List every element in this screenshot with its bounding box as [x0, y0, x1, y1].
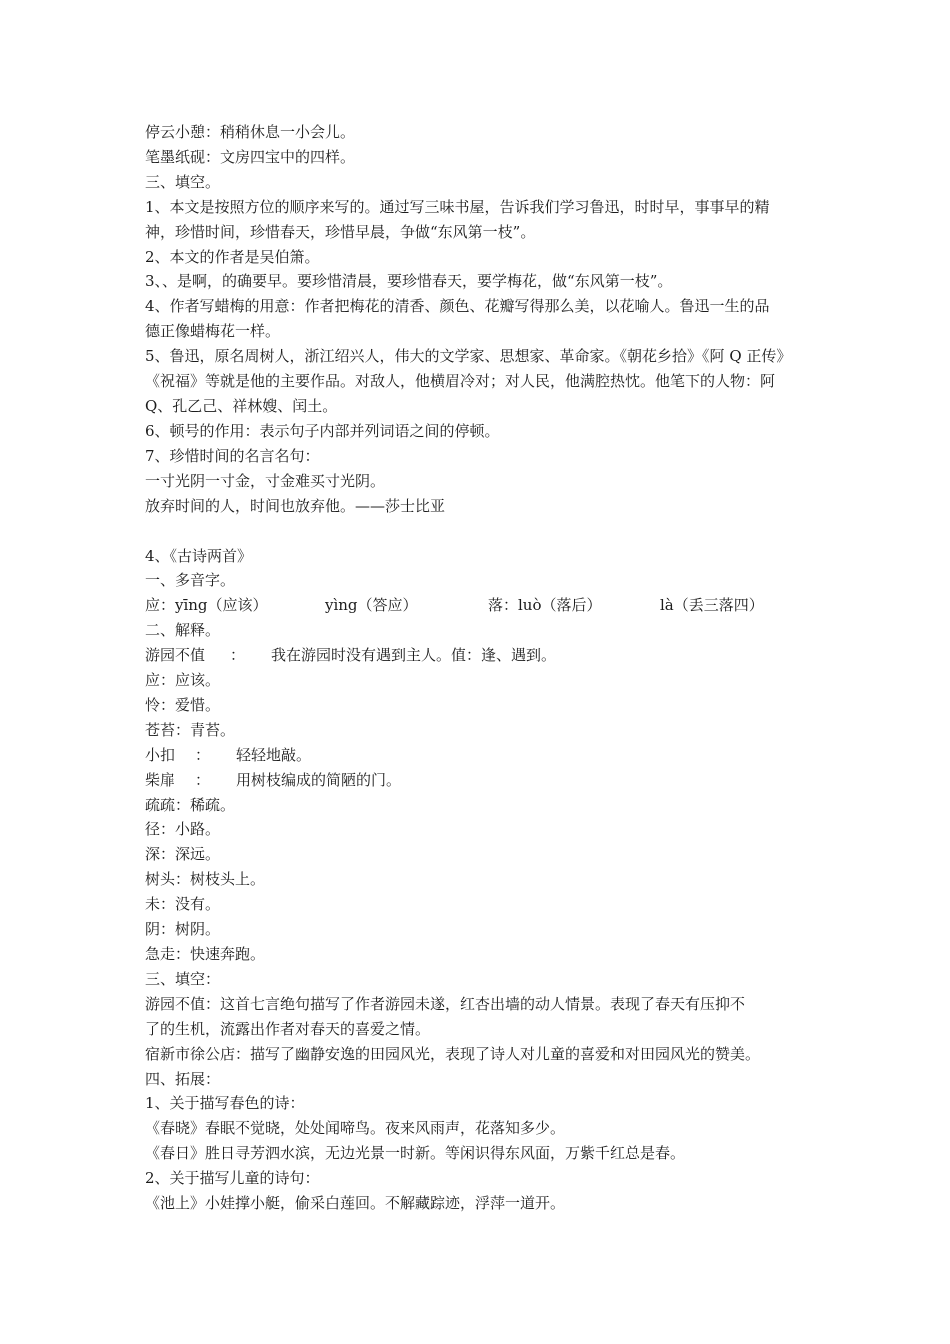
text-line: 停云小憩：稍稍休息一小会儿。 [145, 123, 356, 141]
polyphone-item: 应：yīng（应该） [145, 596, 268, 615]
text-line: 了的生机，流露出作者对春天的喜爱之情。 [145, 1019, 431, 1038]
definition-text: 轻轻地敲。 [236, 745, 312, 764]
polyphone-item: là（丢三落四） [660, 596, 764, 615]
text-line: 3、、是啊，的确要早。要珍惜清晨，要珍惜春天，要学梅花，做“东风第一枝”。 [145, 272, 673, 291]
definition-line [145, 768, 825, 793]
polyphone-row [145, 593, 825, 618]
section-heading: 四、拓展： [145, 1069, 221, 1088]
definition-line: 径：小路。 [145, 820, 221, 839]
text-line: 德正像蜡梅花一样。 [145, 322, 281, 341]
definition-line: 未：没有。 [145, 895, 221, 914]
lesson-title: 4、《古诗两首》 [145, 546, 253, 565]
definition-line: 苍苔：青苔。 [145, 720, 236, 739]
text-line: 《祝福》等就是他的主要作品。对敌人，他横眉冷对；对人民，他满腔热忱。他笔下的人物：阿 [145, 372, 776, 391]
polyphone-item: 落：luò（落后） [488, 596, 602, 615]
definition-line [145, 643, 825, 668]
definition-line: 阴：树阴。 [145, 920, 221, 939]
text-line: 2、本文的作者是吴伯箫。 [145, 247, 320, 266]
definition-line: 应：应该。 [145, 671, 221, 690]
text-line: 游园不值：这首七言绝句描写了作者游园未遂，红杏出墙的动人情景。表现了春天有压抑不 [145, 994, 746, 1013]
poem-line: 《池上》小娃撑小艇，偷采白莲回。不解藏踪迹，浮萍一道开。 [145, 1194, 566, 1213]
section-heading: 三、填空。 [145, 172, 221, 191]
blank-line [145, 519, 825, 544]
text-line: 6、顿号的作用：表示句子内部并列词语之间的停顿。 [145, 421, 500, 440]
definition-line: 深：深远。 [145, 845, 221, 864]
definition-line: 疏疏：稀疏。 [145, 795, 236, 814]
definition-text: 我在游园时没有遇到主人。值：逢、遇到。 [271, 646, 557, 665]
text-line: 1、本文是按照方位的顺序来写的。通过写三味书屋，告诉我们学习鲁迅，时时早，事事早的精 [145, 197, 770, 216]
text-line: Q、孔乙己、祥林嫂、闰土。 [145, 396, 338, 415]
definition-term: 柴扉 [145, 770, 176, 789]
polyphone-item: yìng（答应） [325, 596, 418, 615]
section-heading: 三、填空： [145, 969, 221, 988]
document-body [145, 120, 825, 1216]
definition-text: 用树枝编成的简陋的门。 [236, 770, 402, 789]
definition-line: 怜：爱惜。 [145, 695, 221, 714]
quote-line: 放弃时间的人，时间也放弃他。——莎士比亚 [145, 496, 446, 515]
definition-colon: ： [230, 646, 246, 665]
definition-line: 树头：树枝头上。 [145, 870, 266, 889]
text-line: 宿新市徐公店：描写了幽静安逸的田园风光，表现了诗人对儿童的喜爱和对田园风光的赞美。 [145, 1044, 761, 1063]
text-line: 5、鲁迅，原名周树人，浙江绍兴人，伟大的文学家、思想家、革命家。《朝花乡拾》《阿 Q 正传》 [145, 347, 792, 366]
text-line: 神，珍惜时间，珍惜春天，珍惜早晨，争做“东风第一枝”。 [145, 222, 536, 241]
definition-term: 小扣 [145, 745, 176, 764]
quote-line: 一寸光阴一寸金，寸金难买寸光阴。 [145, 471, 386, 490]
definition-line [145, 743, 825, 768]
definition-line: 急走：快速奔跑。 [145, 945, 266, 963]
section-heading: 一、多音字。 [145, 571, 236, 590]
text-line: 7、珍惜时间的名言名句： [145, 446, 320, 465]
text-line: 4、作者写蜡梅的用意：作者把梅花的清香、颜色、花瓣写得那么美，以花喻人。鲁迅一生的品 [145, 297, 770, 316]
section-heading: 二、解释。 [145, 621, 221, 640]
poem-line: 《春晓》春眠不觉晓，处处闻啼鸟。夜来风雨声，花落知多少。 [145, 1119, 566, 1138]
text-line: 1、关于描写春色的诗： [145, 1094, 305, 1113]
definition-term: 游园不值 [145, 646, 206, 665]
text-line: 2、关于描写儿童的诗句： [145, 1169, 320, 1188]
poem-line: 《春日》胜日寻芳泗水滨，无边光景一时新。等闲识得东风面，万紫千红总是春。 [145, 1144, 686, 1163]
definition-colon: ： [195, 770, 211, 789]
definition-colon: ： [195, 745, 211, 764]
text-line: 笔墨纸砚：文房四宝中的四样。 [145, 147, 356, 166]
